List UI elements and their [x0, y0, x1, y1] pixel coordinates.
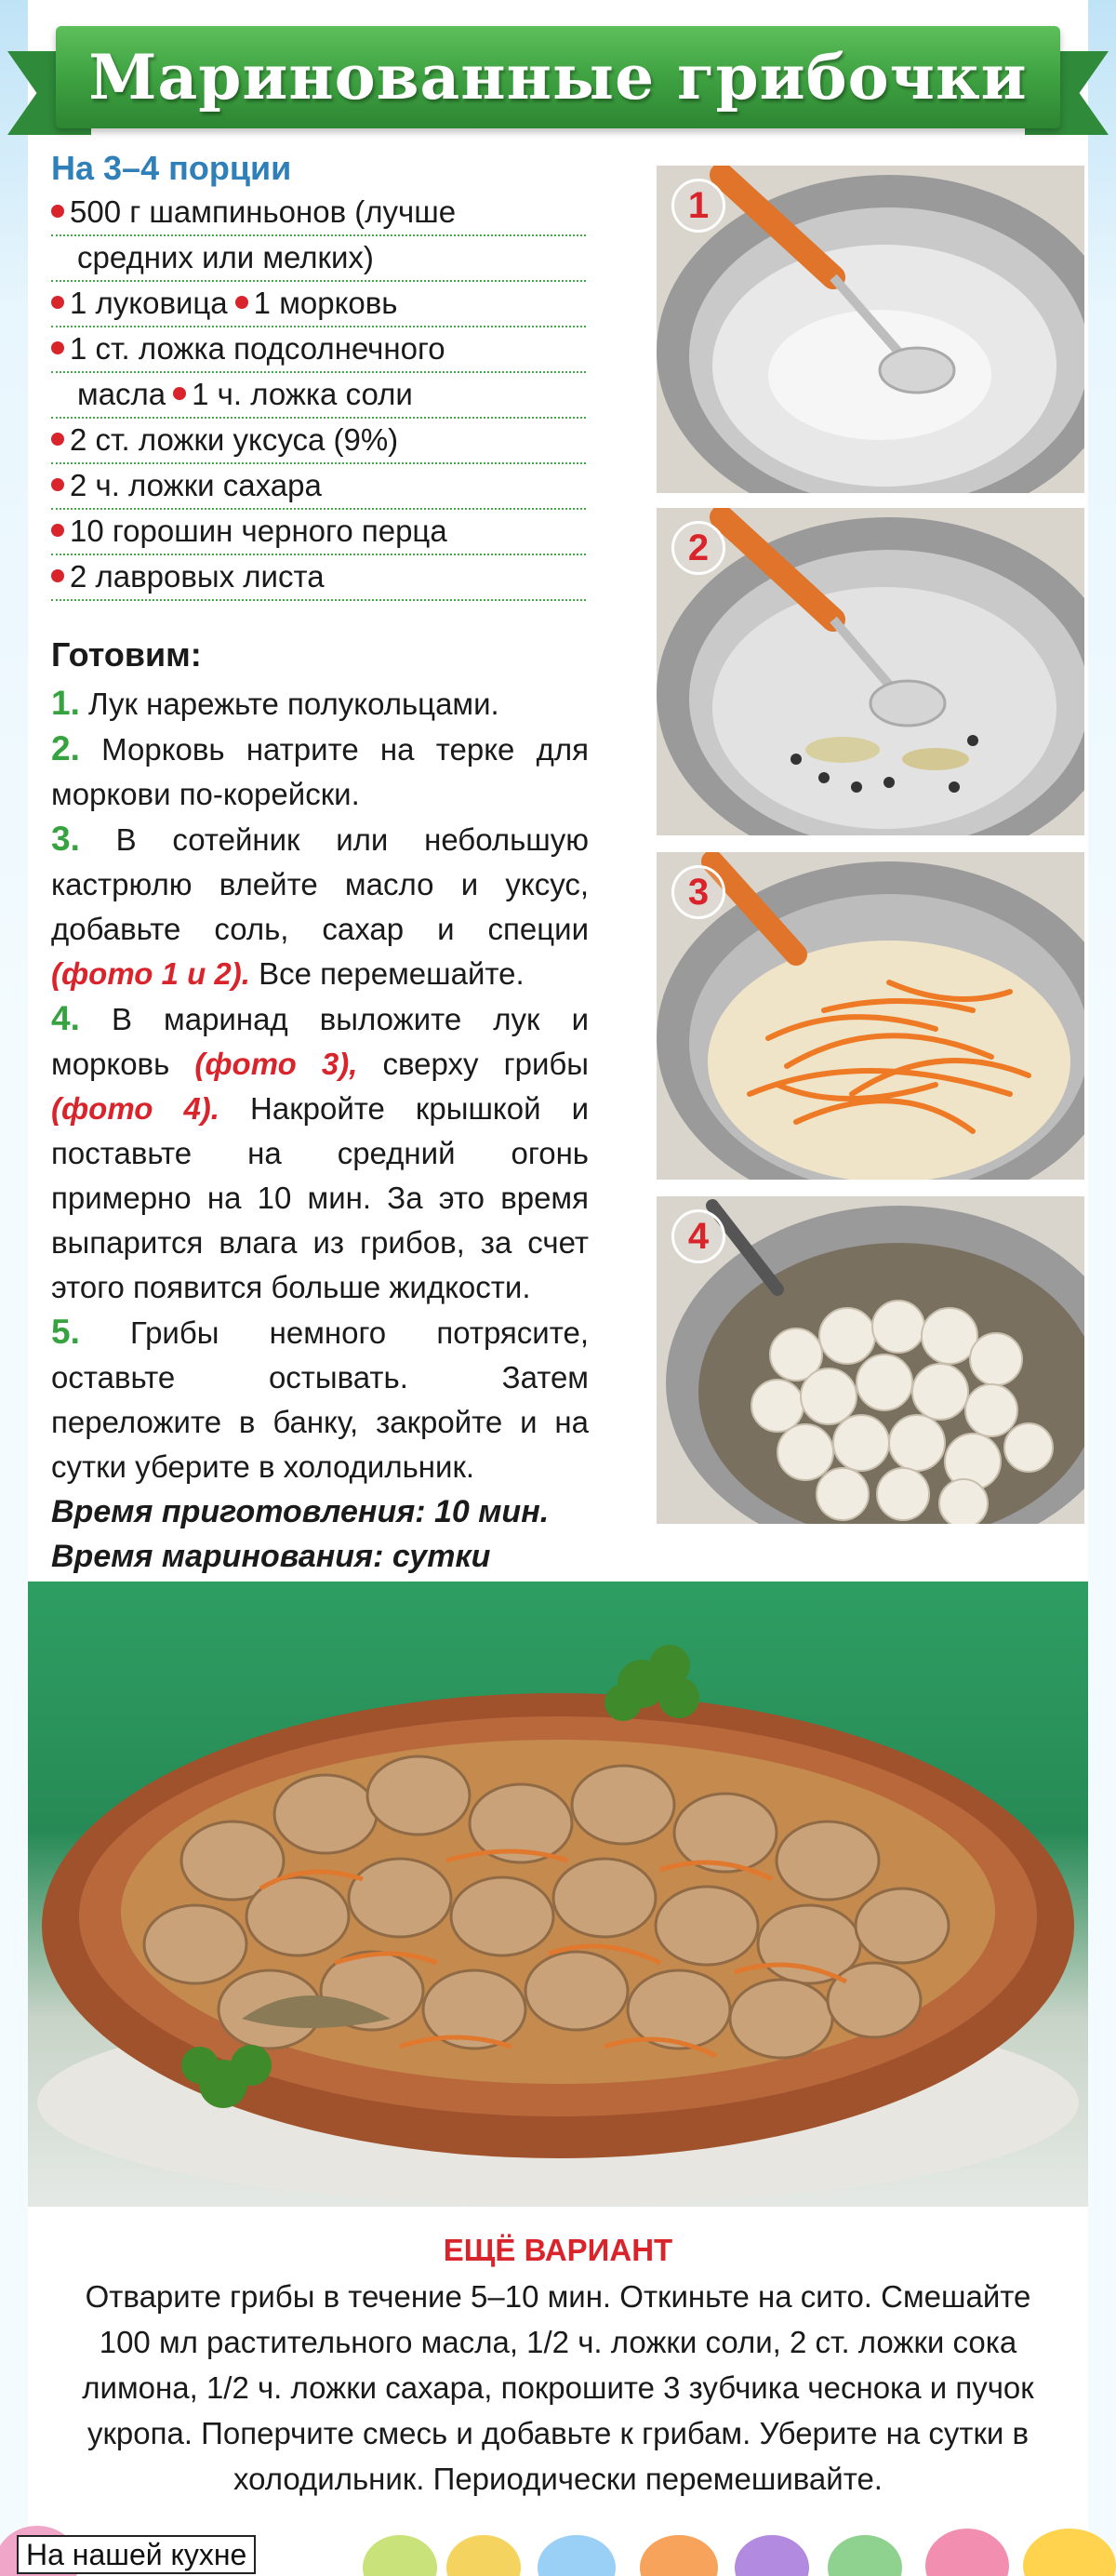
- step-number: 4.: [51, 999, 80, 1037]
- step-text: Все перемешайте.: [259, 956, 525, 991]
- step-number: 1.: [51, 684, 80, 722]
- footer-section-label: На нашей кухне: [17, 2535, 256, 2574]
- cooking-time: Время приготовления: 10 мин.: [51, 1494, 550, 1529]
- ingredient-text: средних или мелких): [77, 240, 374, 274]
- bullet-icon: [173, 387, 186, 400]
- steps-heading: Готовим:: [51, 635, 202, 674]
- ingredient-line: [51, 282, 586, 327]
- finished-dish-photo: [28, 1582, 1088, 2207]
- step-photo-3: [657, 852, 1084, 1180]
- bullet-icon: [235, 296, 248, 309]
- step-text: Морковь натрите на терке для моркови по-корейски.: [51, 732, 590, 811]
- ingredient-text: 10 горошин черного перца: [70, 514, 447, 548]
- photo-number: 4: [671, 1209, 725, 1263]
- step-photo-2: [657, 508, 1084, 835]
- ingredient-line: [51, 373, 586, 419]
- photo-reference: (фото 3),: [194, 1047, 358, 1081]
- bullet-icon: [51, 296, 64, 309]
- step-photo-1: [657, 166, 1084, 493]
- ingredient-list: [51, 191, 586, 601]
- photo-reference: (фото 1 и 2).: [51, 956, 250, 991]
- step-number: 5.: [51, 1313, 80, 1351]
- step-text: В маринад выложите лук и морковь: [51, 1002, 589, 1081]
- marinating-time: Время маринования: сутки: [51, 1539, 491, 1574]
- ingredient-text: 2 ст. ложки уксуса (9%): [70, 422, 399, 457]
- bullet-icon: [51, 341, 64, 354]
- step-1: [51, 681, 589, 727]
- step-text: Лук нарежьте полукольцами.: [88, 687, 499, 721]
- title-ribbon: [56, 26, 1060, 128]
- servings-heading: На 3–4 порции: [51, 149, 292, 187]
- step-text: Грибы немного потрясите, оставьте остывать. Затем переложите в банку, закройте и на сутки уберите в холодильник.: [51, 1315, 589, 1484]
- step-4: [51, 996, 589, 1310]
- step-2: [51, 727, 589, 817]
- ingredient-text: 2 ч. ложки сахара: [70, 468, 322, 502]
- bullet-icon: [51, 205, 64, 218]
- bullet-icon: [51, 478, 64, 491]
- ingredient-line: [51, 191, 586, 236]
- photo-number: 3: [671, 865, 725, 919]
- ingredient-text: 1 ч. ложка соли: [192, 377, 413, 411]
- ingredient-line: [51, 327, 586, 373]
- step-photo-4: [657, 1196, 1084, 1524]
- step-text: В сотейник или небольшую кастрюлю влейте масло и уксус, добавьте соль, сахар и специи: [51, 822, 590, 946]
- step-3: [51, 817, 589, 996]
- ingredient-line: [51, 419, 586, 464]
- ingredient-text: 1 морковь: [253, 286, 398, 320]
- ingredient-line: [51, 464, 586, 510]
- ingredient-text: 2 лавровых листа: [70, 559, 325, 594]
- ingredient-text: 1 луковица: [70, 286, 228, 320]
- ingredient-line: [51, 236, 586, 282]
- ingredient-text: 1 ст. ложка подсолнечного: [70, 331, 445, 366]
- photo-number: 2: [671, 521, 725, 575]
- step-5: [51, 1310, 589, 1489]
- step-number: 3.: [51, 820, 80, 858]
- ingredient-line: [51, 555, 586, 601]
- ingredient-line: [51, 510, 586, 555]
- page-title: Маринованные грибочки: [88, 41, 1028, 113]
- bullet-icon: [51, 433, 64, 446]
- photo-number: 1: [671, 179, 725, 233]
- ingredient-text: 500 г шампиньонов (лучше: [70, 194, 457, 229]
- step-text: Накройте крышкой и поставьте на средний огонь примерно на 10 мин. За это время выпарится влага из грибов, за счет этого появится больше жидкости.: [51, 1091, 589, 1304]
- cooking-steps: [51, 633, 589, 1579]
- photo-reference: (фото 4).: [51, 1091, 219, 1126]
- bullet-icon: [51, 524, 64, 537]
- title-banner: [0, 0, 1116, 149]
- variant-text: Отварите грибы в течение 5–10 мин. Откиньте на сито. Смешайте 100 мл растительного масла, 1/2 ч. ложки соли, 2 ст. ложки сока лимона, 1/2 ч. ложки сахара, покрошите 3 зубчика чеснока и пучок укропа. Поперчите смесь и добавьте к грибам. Уберите на сутки в холодильник. Периодически перемешивайте.: [82, 2279, 1034, 2496]
- step-number: 2.: [51, 729, 80, 767]
- dish-image: [28, 1582, 1088, 2207]
- variant-title: ЕЩЁ ВАРИАНТ: [443, 2233, 673, 2267]
- bullet-icon: [51, 569, 64, 582]
- step-text: сверху грибы: [382, 1047, 590, 1081]
- ingredient-text: масла: [77, 377, 166, 411]
